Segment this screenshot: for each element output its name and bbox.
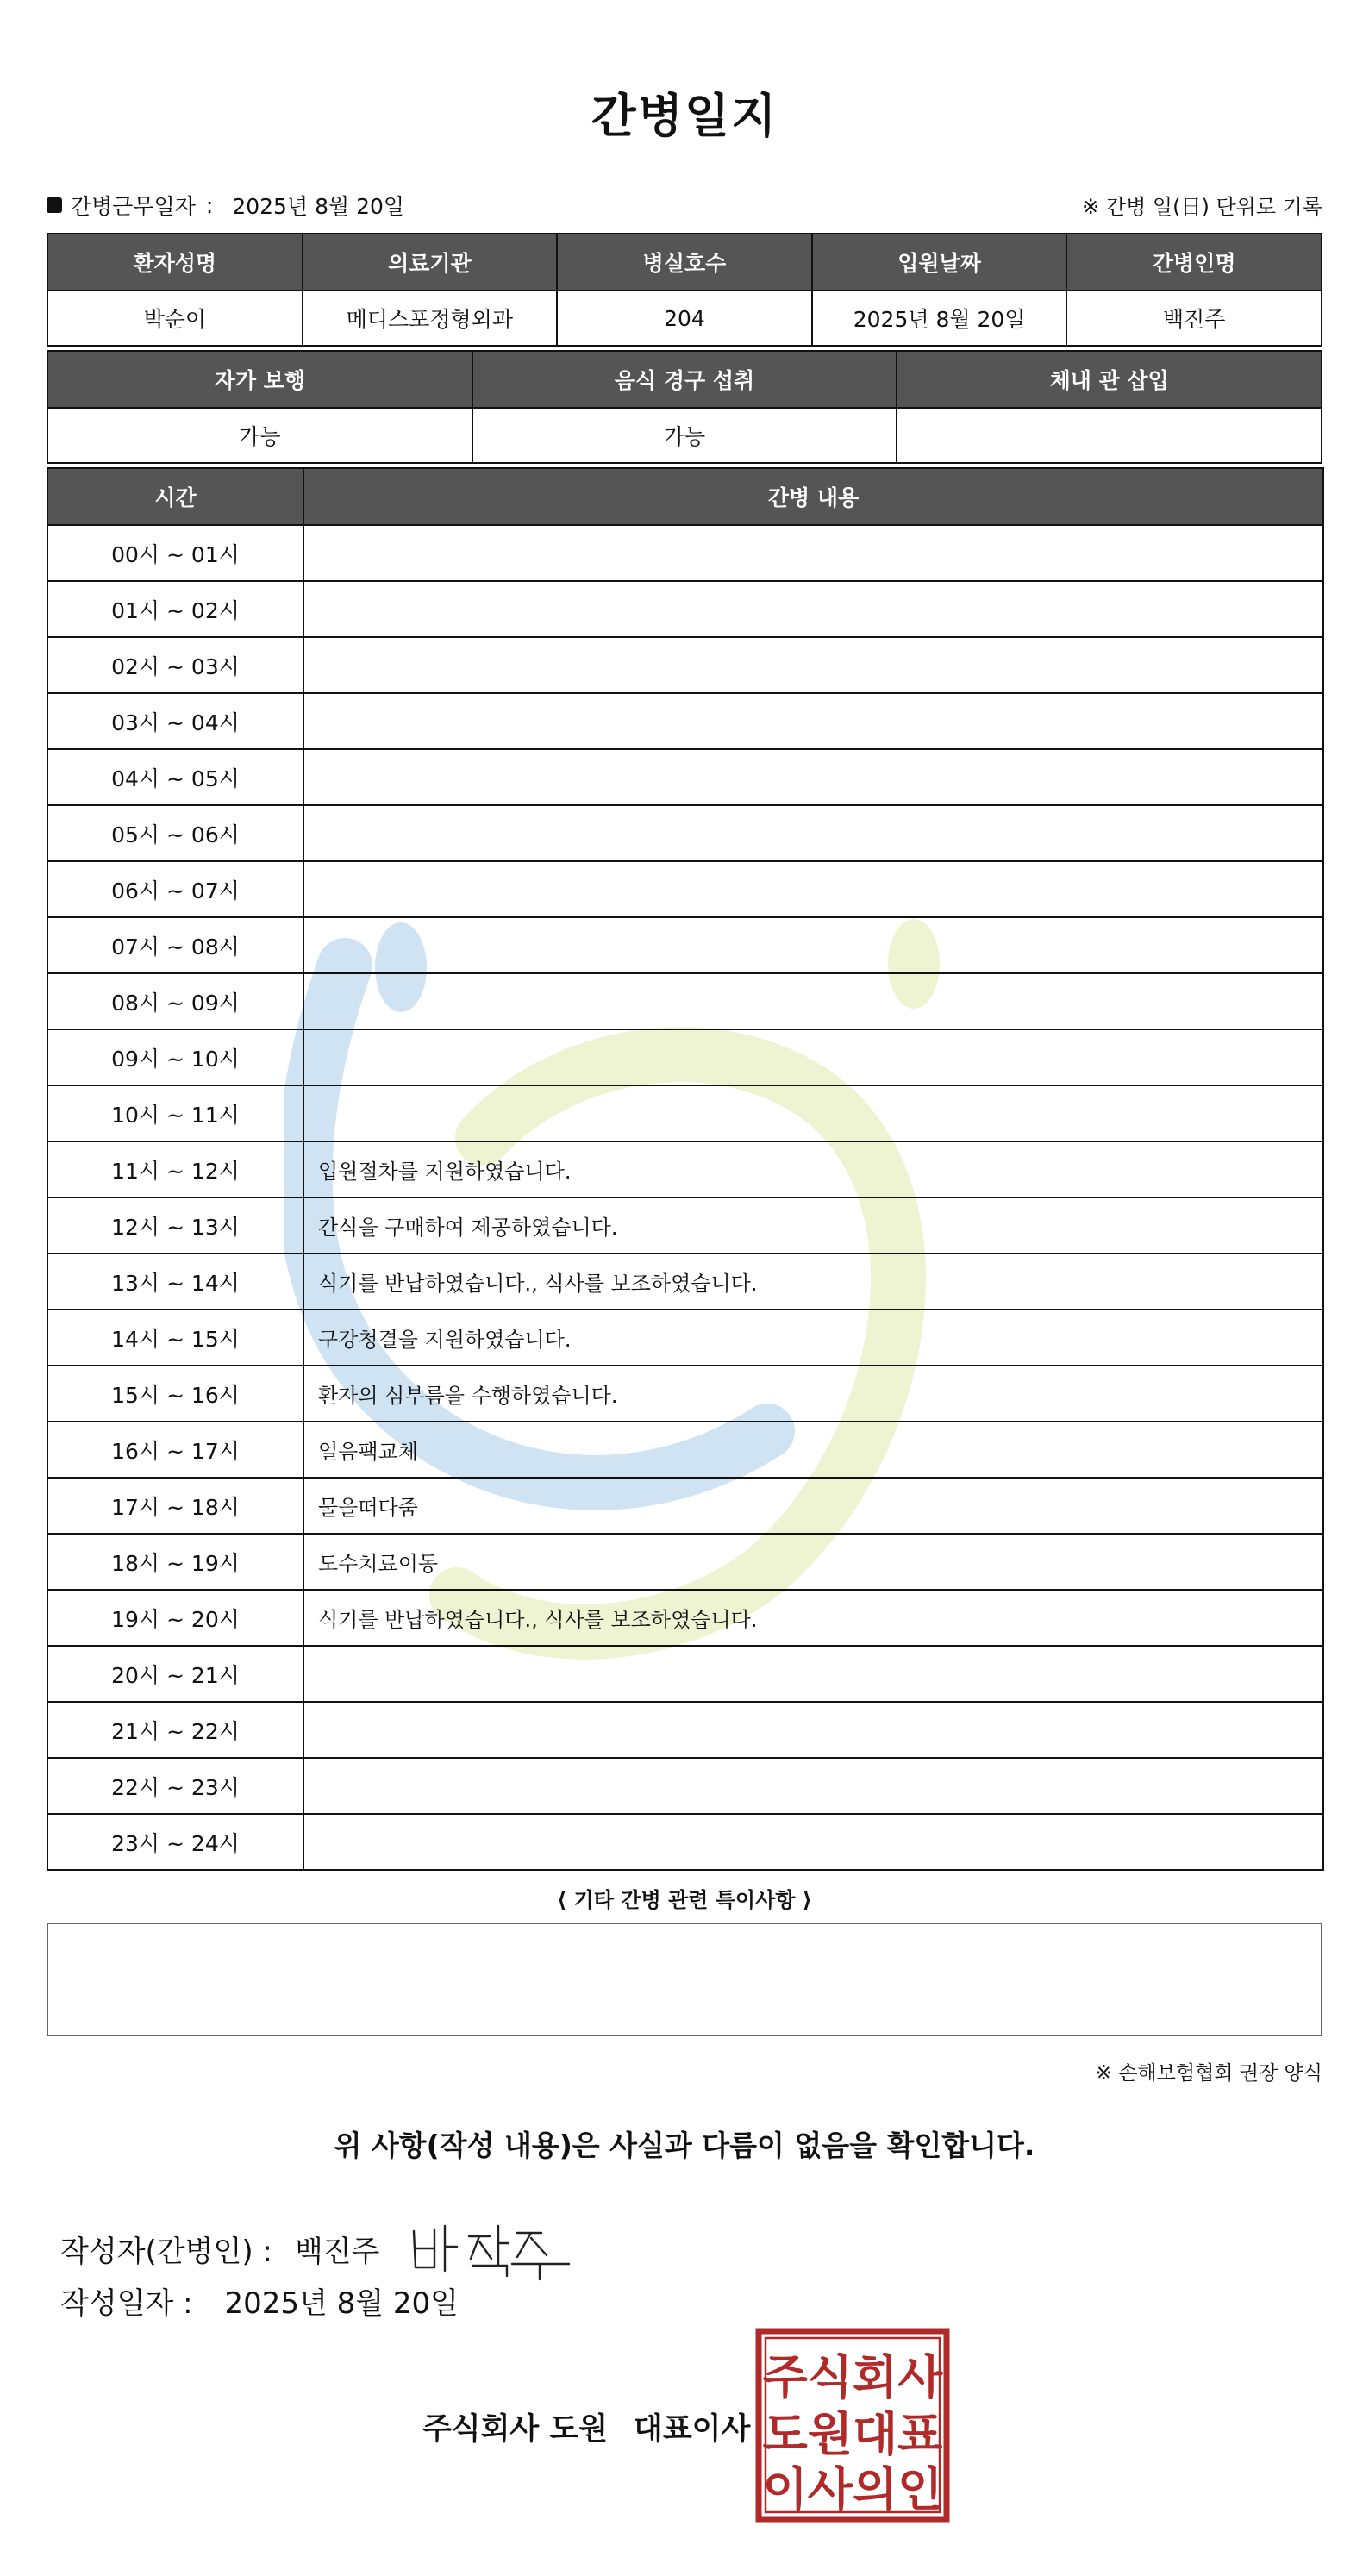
remarks-box [47, 1923, 1322, 2036]
time-cell: 09시 ~ 10시 [47, 1029, 303, 1085]
care-content-cell [303, 525, 1323, 581]
time-cell: 08시 ~ 09시 [47, 973, 303, 1029]
unit-note: ※ 간병 일(日) 단위로 기록 [1082, 195, 1322, 219]
writer-line [60, 2214, 578, 2283]
care-content-cell: 구강청결을 지원하였습니다. [303, 1310, 1323, 1366]
time-cell: 02시 ~ 03시 [47, 637, 303, 693]
table-row [47, 637, 1323, 693]
table-row [47, 1422, 1323, 1478]
table-row [47, 1085, 1323, 1141]
care-content-cell [303, 805, 1323, 861]
table-row [47, 408, 1322, 463]
hospital-cell: 메디스포정형외과 [303, 291, 558, 346]
company-position: 대표이사 [634, 2412, 751, 2447]
time-cell: 03시 ~ 04시 [47, 693, 303, 749]
table-row [47, 1366, 1323, 1422]
table-row [47, 749, 1323, 805]
svg-text:이사의인: 이사의인 [762, 2462, 943, 2517]
table-row [47, 291, 1322, 346]
table-header-row [47, 351, 1322, 408]
time-cell: 07시 ~ 08시 [47, 917, 303, 973]
table-row [47, 917, 1323, 973]
time-cell: 21시 ~ 22시 [47, 1702, 303, 1758]
table-row [47, 1310, 1323, 1366]
company-name: 주식회사 도원 [422, 2412, 609, 2447]
work-date-value: 2025년 8월 20일 [232, 194, 405, 219]
care-content-cell: 식기를 반납하였습니다., 식사를 보조하였습니다. [303, 1590, 1323, 1646]
time-cell: 01시 ~ 02시 [47, 581, 303, 637]
table-row [47, 973, 1323, 1029]
care-content-cell [303, 749, 1323, 805]
header-self-walking: 자가 보행 [47, 351, 472, 408]
confirmation-statement: 위 사항(작성 내용)은 사실과 다름이 없음을 확인합니다. [334, 2129, 1035, 2162]
company-signoff [422, 2405, 750, 2448]
bullet-square-icon [47, 197, 62, 213]
patient-info-table [47, 233, 1322, 347]
work-date-label: 간병근무일자 [71, 194, 196, 219]
writer-label: 작성자(간병인) : [60, 2234, 272, 2269]
self-walking-cell: 가능 [47, 408, 472, 463]
page-title: 간병일지 [591, 89, 778, 143]
handwritten-signature [405, 2214, 578, 2283]
table-row [47, 1029, 1323, 1085]
table-row [47, 525, 1323, 581]
care-content-cell: 물을떠다줌 [303, 1478, 1323, 1534]
table-row [47, 1254, 1323, 1310]
header-oral-intake: 음식 경구 섭취 [472, 351, 897, 408]
header-care-content: 간병 내용 [303, 468, 1323, 525]
time-cell: 11시 ~ 12시 [47, 1141, 303, 1197]
header-room-number: 병실호수 [557, 234, 812, 291]
time-cell: 19시 ~ 20시 [47, 1590, 303, 1646]
care-content-cell: 도수치료이동 [303, 1534, 1323, 1590]
care-content-cell [303, 693, 1323, 749]
care-content-cell: 식기를 반납하였습니다., 식사를 보조하였습니다. [303, 1254, 1323, 1310]
header-hospital: 의료기관 [303, 234, 558, 291]
svg-text:주식회사: 주식회사 [762, 2350, 943, 2404]
patient-ability-table [47, 350, 1322, 464]
header-caregiver-name: 간병인명 [1066, 234, 1322, 291]
table-row [47, 1758, 1323, 1814]
care-content-cell [303, 1758, 1323, 1814]
caregiver-name-cell: 백진주 [1066, 291, 1322, 346]
recommend-note: ※ 손해보험협회 권장 양식 [1095, 2062, 1322, 2085]
time-cell: 10시 ~ 11시 [47, 1085, 303, 1141]
care-content-cell [303, 1029, 1323, 1085]
written-date-value: 2025년 8월 20일 [224, 2286, 459, 2321]
care-content-cell [303, 1814, 1323, 1870]
time-cell: 06시 ~ 07시 [47, 861, 303, 917]
time-cell: 23시 ~ 24시 [47, 1814, 303, 1870]
table-row [47, 1534, 1323, 1590]
table-row [47, 1702, 1323, 1758]
care-content-cell: 간식을 구매하여 제공하였습니다. [303, 1197, 1323, 1254]
table-row [47, 1478, 1323, 1534]
table-row [47, 1197, 1323, 1254]
log-rows [47, 525, 1323, 1870]
company-seal-stamp [755, 2328, 950, 2523]
time-cell: 20시 ~ 21시 [47, 1646, 303, 1702]
writer-name: 백진주 [294, 2234, 380, 2269]
time-cell: 18시 ~ 19시 [47, 1534, 303, 1590]
time-cell: 15시 ~ 16시 [47, 1366, 303, 1422]
room-number-cell: 204 [557, 291, 812, 346]
care-content-cell [303, 1085, 1323, 1141]
header-tube-insertion: 체내 관 삽입 [897, 351, 1322, 408]
care-content-cell [303, 861, 1323, 917]
table-header-row [47, 468, 1323, 525]
table-row [47, 693, 1323, 749]
work-date [47, 190, 404, 221]
time-cell: 13시 ~ 14시 [47, 1254, 303, 1310]
remarks-title: ⟨ 기타 간병 관련 특이사항 ⟩ [557, 1888, 812, 1912]
header-admission-date: 입원날짜 [812, 234, 1067, 291]
written-date-label: 작성일자 : [60, 2286, 193, 2321]
written-date-line [60, 2279, 459, 2322]
care-content-cell: 환자의 심부름을 수행하였습니다. [303, 1366, 1323, 1422]
time-cell: 00시 ~ 01시 [47, 525, 303, 581]
time-cell: 22시 ~ 23시 [47, 1758, 303, 1814]
table-row [47, 1814, 1323, 1870]
admission-date-cell: 2025년 8월 20일 [812, 291, 1067, 346]
oral-intake-cell: 가능 [472, 408, 897, 463]
table-row [47, 1141, 1323, 1197]
seal-icon [755, 2328, 950, 2523]
tube-insertion-cell [897, 408, 1322, 463]
table-row [47, 1590, 1323, 1646]
care-content-cell: 입원절차를 지원하였습니다. [303, 1141, 1323, 1197]
care-content-cell [303, 637, 1323, 693]
care-content-cell [303, 917, 1323, 973]
header-patient-name: 환자성명 [47, 234, 303, 291]
hourly-log-table [47, 467, 1324, 1871]
table-row [47, 861, 1323, 917]
svg-text:도원대표: 도원대표 [762, 2407, 943, 2461]
table-row [47, 805, 1323, 861]
time-cell: 14시 ~ 15시 [47, 1310, 303, 1366]
time-cell: 12시 ~ 13시 [47, 1197, 303, 1254]
time-cell: 17시 ~ 18시 [47, 1478, 303, 1534]
time-cell: 04시 ~ 05시 [47, 749, 303, 805]
care-content-cell [303, 1646, 1323, 1702]
care-content-cell [303, 1702, 1323, 1758]
meta-row [47, 190, 1322, 224]
patient-name-cell: 박순이 [47, 291, 303, 346]
care-content-cell: 얼음팩교체 [303, 1422, 1323, 1478]
table-header-row [47, 234, 1322, 291]
table-row [47, 1646, 1323, 1702]
time-cell: 16시 ~ 17시 [47, 1422, 303, 1478]
table-row [47, 581, 1323, 637]
time-cell: 05시 ~ 06시 [47, 805, 303, 861]
care-content-cell [303, 581, 1323, 637]
header-time: 시간 [47, 468, 303, 525]
care-content-cell [303, 973, 1323, 1029]
work-date-separator: : [205, 192, 214, 218]
